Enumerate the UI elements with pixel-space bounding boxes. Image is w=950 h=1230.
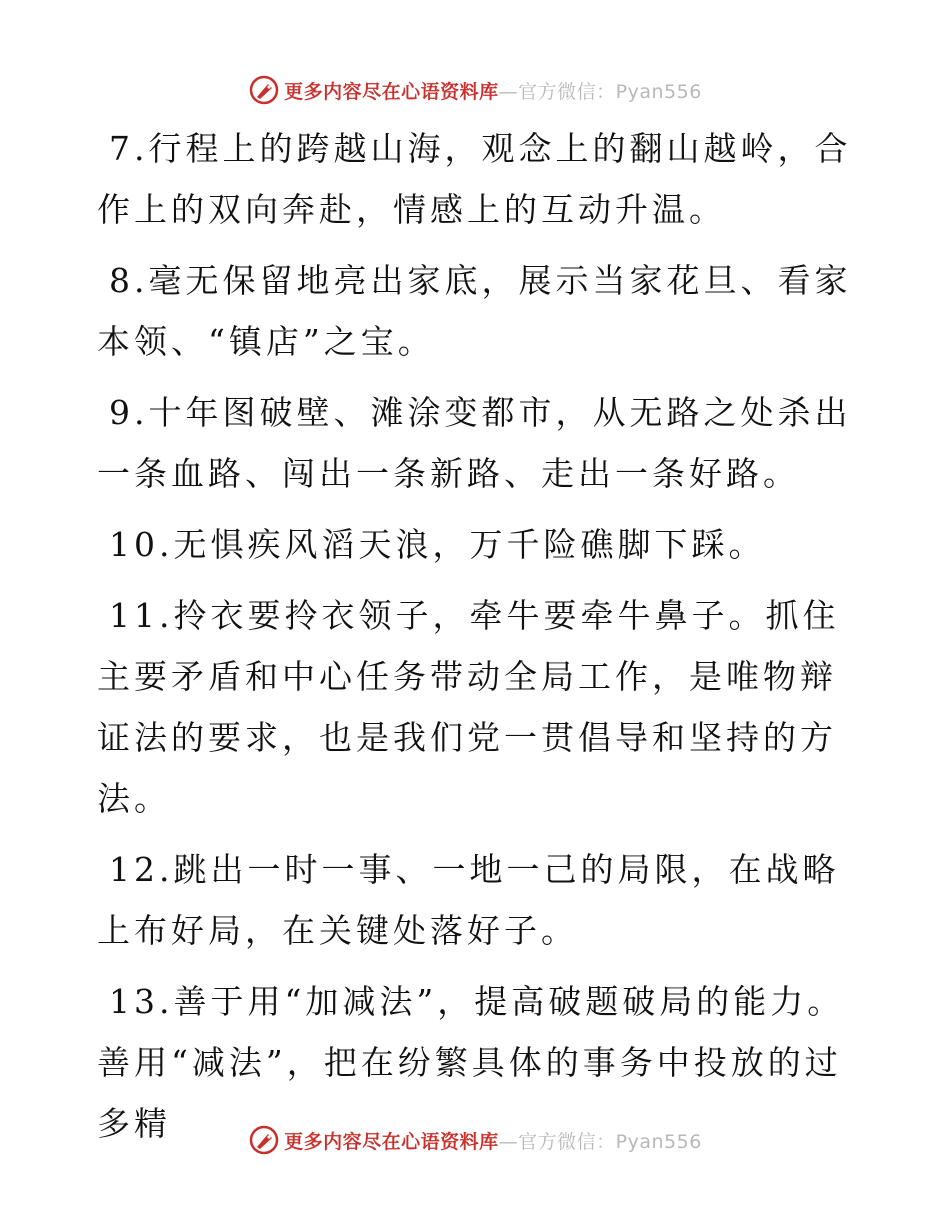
watermark-contact: —官方微信：Pyan556	[498, 80, 702, 103]
paragraph-8: 8.毫无保留地亮出家底，展示当家花旦、看家本领、“镇店”之宝。	[97, 261, 852, 361]
paragraph-11: 11.拎衣要拎衣领子，牵牛要牵牛鼻子。抓住主要矛盾和中心任务带动全局工作，是唯物辩证法的要求，也是我们党一贯倡导和坚持的方法。	[97, 596, 840, 818]
paragraph-10: 10.无惧疾风滔天浪，万千险礁脚下踩。	[109, 525, 766, 564]
paragraph-7: 7.行程上的跨越山海，观念上的翻山越岭，合作上的双向奔赴，情感上的互动升温。	[97, 129, 852, 229]
pen-nib-logo-icon	[248, 74, 280, 106]
pen-nib-logo-icon	[248, 1124, 280, 1156]
watermark-brand: 更多内容尽在心语资料库	[284, 80, 499, 103]
footer-watermark	[0, 1120, 950, 1160]
paragraph-9: 9.十年图破壁、滩涂变都市，从无路之处杀出一条血路、闯出一条新路、走出一条好路。	[97, 393, 852, 493]
watermark-contact: —官方微信：Pyan556	[498, 1130, 702, 1153]
document-body	[97, 118, 857, 1164]
watermark-text	[284, 1127, 702, 1154]
paragraph-13: 13.善于用“加减法”，提高破题破局的能力。善用“减法”，把在纷繁具体的事务中投放的过多精	[97, 982, 845, 1143]
header-watermark	[0, 70, 950, 110]
paragraph-12: 12.跳出一时一事、一地一己的局限，在战略上布好局，在关键处落好子。	[97, 850, 840, 950]
watermark-text	[284, 77, 702, 104]
watermark-brand: 更多内容尽在心语资料库	[284, 1130, 499, 1153]
